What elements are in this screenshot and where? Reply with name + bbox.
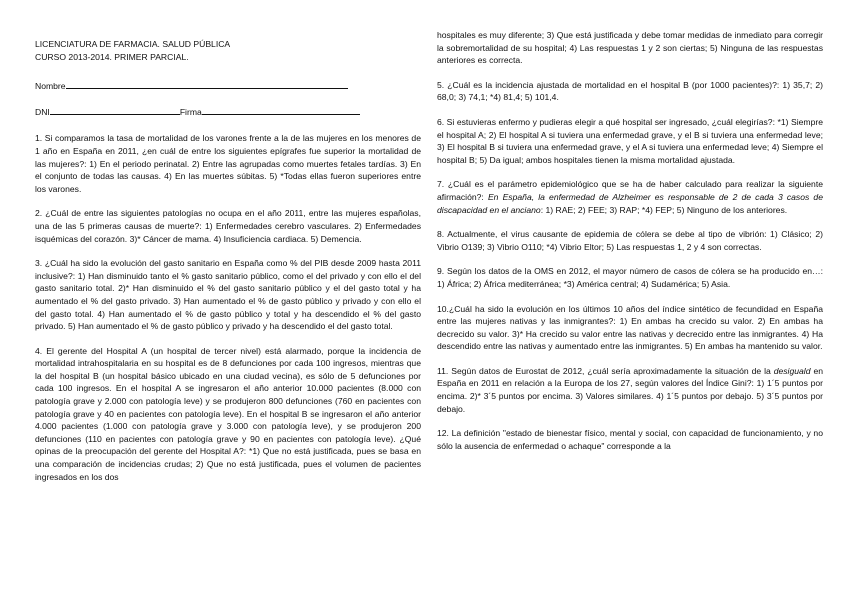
- question-7-options: : 1) RAE; 2) FEE; 3) RAP; *4) FEP; 5) Ninguno de los anteriores.: [540, 204, 788, 215]
- question-11: [437, 365, 823, 415]
- nombre-blank: [66, 79, 348, 89]
- nombre-label: Nombre: [35, 81, 66, 92]
- firma-blank: [202, 105, 360, 115]
- question-4: 4. El gerente del Hospital A (un hospital de tercer nivel) está alarmado, porque la incidencia de mortalidad intrahospitalaria en su hospital es de 8 defunciones por cada 100 ingresos, mientras que la del hospital B (un hospital básico ubicado en una ciudad vecina), es sólo de 5 defunciones por cada 100 ingresos. En el hospital A se ingresaron el año anterior 10.000 pacientes (8.000 con patología grave y 2.000 con patología leve) y se produjeron 800 defunciones (760 en pacientes con patología grave y 40 en pacientes con patología leve). En el hospital B se ingresaron el año anterior 4.000 pacientes (1.000 con patología grave y 3.000 con patología leve), y se produjeron 200 defunciones (110 en pacientes con patología grave y 90 en pacientes con patología leve). ¿Qué opinas de la preocupación del gerente del Hospital A?: *1) Que no está justificada, pues se basa en una comparación de incidencias crudas; 2) Que no está justificada, pues el volumen de pacientes ingresados en los dos: [35, 345, 421, 482]
- question-8: 8. Actualmente, el virus causante de epidemia de cólera se debe al tipo de vibrión: 1) Clásico; 2) Vibrio O139; 3) Vibrio O110; *4) Vibrio Eltor; 5) Las respuestas 1, 2 y 4 son correctas.: [437, 229, 823, 252]
- question-7-stem: 7. ¿Cuál es el parámetro epidemiológico que se ha de haber calculado para realizar la siguiente afirmación?:: [437, 179, 823, 202]
- question-7-quote: En España, la enfermedad de Alzheimer es responsable de 2 de cada 3 casos de discapacidad en el anciano: [437, 191, 823, 215]
- question-11-options: en España en 2011 en relación a la Europa de los 27, según valores del Índice Gini?: 1) 1´5 puntos por encima. 2)* 3´5 puntos por encima. 3) Valores similares. 4) 1´5 puntos por debajo. 5) 3´5 puntos por debajo.: [437, 365, 823, 414]
- nombre-field: [35, 79, 421, 93]
- question-11-term: desiguald: [773, 365, 811, 376]
- right-column: [437, 30, 823, 464]
- left-column: [35, 38, 421, 495]
- question-4-continued: hospitales es muy diferente; 3) Que está justificada y debe tomar medidas de inmediato para corregir la sobremortalidad de su hospital; 4) Las respuestas 1 y 2 son ciertas; 5) Ninguna de las respuestas anteriores es correcta.: [437, 30, 823, 66]
- question-2: 2. ¿Cuál de entre las siguientes patologías no ocupa en el año 2011, entre las mujeres españolas, una de las 5 primeras causas de muerte?: 1) Enfermedades cerebro vasculares. 2) Enfermedades isquémicas del corazón. 3)* Cáncer de mama. 4) Insuficiencia cardiaca. 5) Demencia.: [35, 208, 421, 244]
- question-10: 10.¿Cuál ha sido la evolución en los últimos 10 años del índice sintético de fecundidad en España entre las mujeres nativas y las inmigrantes?: 1) En ambas ha crecido su valor. 2) En ambas ha decrecido su valor. 3)* Ha crecido su valor entre las nativas y decrecido entre las inmigrantes. 4) Ha descendido entre las nativas y aumentado entre las inmigrantes. 5) En ambas ha mantenido su valor.: [437, 303, 823, 352]
- dni-blank: [50, 105, 180, 115]
- question-6: 6. Si estuvieras enfermo y pudieras elegir a qué hospital ser ingresado, ¿cuál elegirías?: *1) Siempre el hospital A; 2) El hospital A si tuviera una enfermedad grave, y el B si tuviera una enfermedad leve; 3) El hospital B si tuviera una enfermedad grave, y el A si tuviera una enfermedad leve; 4) Siempre el hospital B; 5) Da igual; ambos hospitales tienen la misma mortalidad ajustada.: [437, 116, 823, 165]
- course-title: LICENCIATURA DE FARMACIA. SALUD PÚBLICA: [35, 39, 231, 49]
- question-3: 3. ¿Cuál ha sido la evolución del gasto sanitario en España como % del PIB desde 2009 hasta 2011 inclusive?: 1) Han disminuido tanto el % gasto sanitario público, como el del privado y con ello el del gasto sanitario total. 2)* Han disminuido el % del gasto sanitario público y el del gasto total y ha aumentado el % del gasto privado. 3) Han aumentado el % de gasto público y privado y con ello el del gasto total. 4) Han aumentado el % de gasto público y total y ha descendido el % del gasto privado. 5) Han aumentado el % de gasto público y privado y ha descendido el del gasto total.: [35, 258, 421, 332]
- question-5: 5. ¿Cuál es la incidencia ajustada de mortalidad en el hospital B (por 1000 pacientes)?: 1) 35,7; 2) 68,0; 3) 74,1; *4) 81,4; 5) 101,4.: [437, 79, 823, 103]
- question-1: 1. Si comparamos la tasa de mortalidad de los varones frente a la de las mujeres en los menores de 1 año en España en 2011, ¿en cuál de entre los siguientes epígrafes fue superior la mortalidad de las mujeres?: 1) En el periodo perinatal. 2) Entre las agrupadas como muertes fetales tardías. 3) En el conjunto de todas las causas. 4) En las muertes súbitas. 5) *Todas ellas fueron superiores entre los varones.: [35, 133, 421, 194]
- exam-title: CURSO 2013-2014. PRIMER PARCIAL.: [35, 51, 189, 62]
- dni-firma-field: [35, 105, 421, 119]
- question-7: [437, 178, 823, 216]
- question-11-stem: 11. Según datos de Eurostat de 2012, ¿cuál sería aproximadamente la situación de la: [437, 365, 774, 376]
- question-12: 12. La definición "estado de bienestar físico, mental y social, con capacidad de funcionamiento, y no sólo la ausencia de enfermedad o achaque" corresponde a la: [437, 428, 823, 451]
- dni-label: DNI: [35, 106, 50, 117]
- question-9: 9. Según los datos de la OMS en 2012, el mayor número de casos de cólera se ha producido en…: 1) África; 2) África mediterránea; *3) América central; 4) Sudamérica; 5) Asia.: [437, 266, 823, 289]
- firma-label: Firma: [179, 106, 202, 117]
